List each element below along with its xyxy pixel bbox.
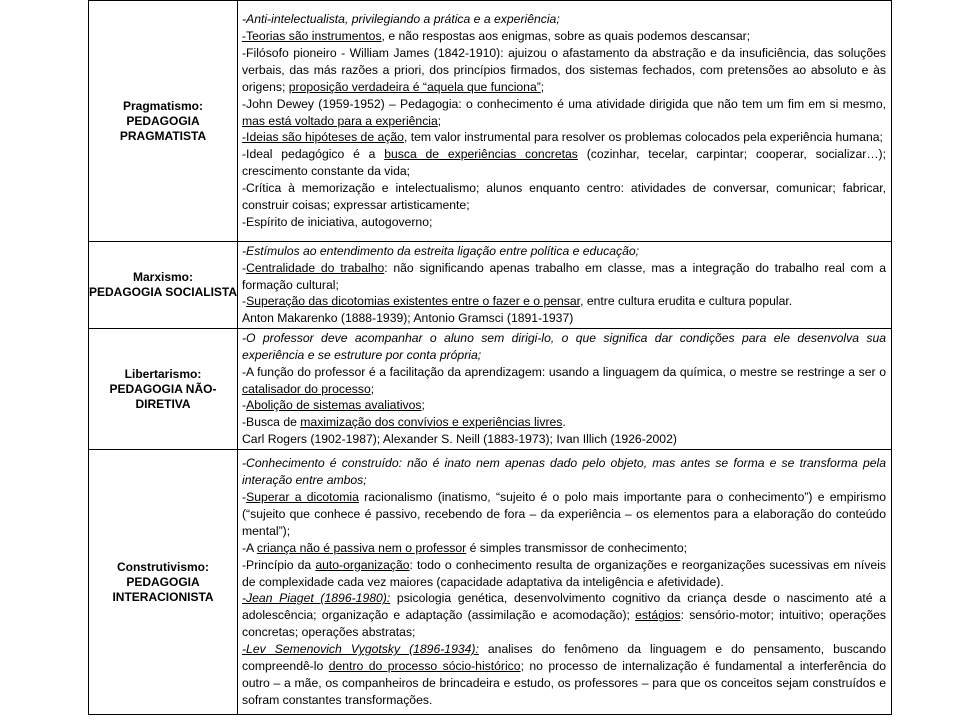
text-segment: : sensório-motor; intuitivo; operações concretas; operações abstratas; xyxy=(242,608,886,640)
content-line: -Conhecimento é construído: não é inato nem apenas dado pelo objeto, mas antes se forma e se transforma pela interação entre ambos; xyxy=(242,456,886,488)
underlined-text: Centralidade do trabalho xyxy=(246,260,385,275)
content-line xyxy=(242,129,886,146)
text-segment: -Busca de xyxy=(242,415,301,430)
underlined-text: Superar a dicotomia xyxy=(246,490,359,505)
text-segment: : não significando apenas trabalho em classe, mas a integração do trabalho real com a formação cultural; xyxy=(242,260,886,292)
text-segment: - xyxy=(242,260,247,275)
text-segment: (cozinhar, tecelar, carpintar; cooperar, socializar…); crescimento constante da vida; xyxy=(242,147,886,179)
text-segment: analises do fenômeno da linguagem e do pensamento, buscando compreendê-lo xyxy=(242,642,886,674)
underlined-text: proposição verdadeira é “aquela que funciona” xyxy=(288,79,541,94)
row-label-marxismo xyxy=(89,242,238,329)
row-content-marxismo xyxy=(238,242,892,329)
content-line: Anton Makarenko (1888-1939); Antonio Gramsci (1891-1937) xyxy=(242,311,574,326)
label-line: PEDAGOGIA NÃO- xyxy=(109,381,217,396)
row-label-construtivismo xyxy=(89,450,238,715)
text-segment: - xyxy=(242,398,247,413)
pedagogy-table-container xyxy=(88,0,886,716)
content-line xyxy=(242,364,886,398)
content-line xyxy=(242,540,886,557)
text-segment: -Filósofo pioneiro - William James (1842-1910): ajuizou o afastamento da abstração e da insuficiência, das soluções verbais, das más razões a priori, dos princípios firmados, dos sistemas fechados, com pretensões ao absoluto e às origens; xyxy=(242,45,886,94)
content-line: -Crítica à memorização e intelectualismo; alunos enquanto centro: atividades de conversar, comunicar; fabricar, construir coisas; expressar artisticamente; xyxy=(242,181,886,213)
label-line: Pragmatismo: xyxy=(122,98,204,113)
text-segment: ; no processo de internalização é fundamental a interferência do outro – a mãe, os companheiros de brincadeira e estudo, os professores – para que os conceitos sejam construídos e sofram constantes transformações. xyxy=(242,659,886,707)
row-content-pragmatismo xyxy=(238,1,892,242)
content-line xyxy=(242,28,886,45)
text-segment: -A função do professor é a facilitação da aprendizagem: usando a linguagem da química, o mestre se restringe a ser o xyxy=(242,364,886,379)
underlined-text: -Lev Semenovich Vygotsky (1896-1934): xyxy=(242,642,479,657)
underlined-text: -Teorias são instrumentos xyxy=(242,29,382,44)
underlined-text: catalisador do processo xyxy=(242,381,371,396)
underlined-text: -Ideias são hipóteses de ação xyxy=(242,130,404,145)
content-line xyxy=(242,641,886,709)
text-segment: - xyxy=(242,490,247,505)
text-segment: racionalismo (inatismo, “sujeito é o polo mais importante para o conhecimento”) e empirismo (“sujeito que conhece é passivo, recebendo de fora – da experiência – os elementos para a elaboração do conteúdo mental”); xyxy=(242,490,886,538)
text-segment: , e não respostas aos enigmas, sobre as quais podemos descansar; xyxy=(381,29,751,44)
underlined-text: maximização dos convívios e experiências livres xyxy=(300,415,563,430)
text-segment: -Ideal pedagógico é a xyxy=(242,147,385,162)
underlined-text: busca de experiências concretas xyxy=(384,147,578,162)
text-segment: , entre cultura erudita e cultura popular. xyxy=(580,294,793,309)
label-line: PEDAGOGIA xyxy=(126,113,200,128)
content-line xyxy=(242,260,886,294)
content-line xyxy=(242,146,886,180)
text-segment: . xyxy=(562,415,566,430)
text-segment: , tem valor instrumental para resolver os problemas colocados pela experiência humana; xyxy=(403,130,883,145)
underlined-text: criança não é passiva nem o professor xyxy=(256,540,467,555)
content-line: Carl Rogers (1902-1987); Alexander S. Neill (1883-1973); Ivan Illich (1926-2002) xyxy=(242,432,677,447)
underlined-text: dentro do processo sócio-histórico xyxy=(328,659,521,674)
content-line: -Anti-intelectualista, privilegiando a prática e a experiência; xyxy=(242,12,560,27)
content-line xyxy=(242,414,886,431)
row-content-construtivismo xyxy=(238,450,892,715)
content-line xyxy=(242,590,886,641)
label-line: Libertarismo: xyxy=(124,366,202,381)
text-segment: -A xyxy=(242,540,257,555)
underlined-text: auto-organização xyxy=(315,557,410,572)
content-line: -O professor deve acompanhar o aluno sem dirigi-lo, o que significa dar condições para ele desenvolva sua experiência e se estruture por conta própria; xyxy=(242,330,886,362)
underlined-text: Abolição de sistemas avaliativos xyxy=(246,398,422,413)
label-line: INTERACIONISTA xyxy=(112,589,214,604)
label-line: Construtivismo: xyxy=(116,559,209,574)
label-line: PRAGMATISTA xyxy=(119,128,207,143)
content-line xyxy=(242,45,886,96)
text-segment: - xyxy=(242,294,247,309)
underlined-text: -Jean Piaget (1896-1980): xyxy=(242,591,391,606)
table-row-marxismo xyxy=(89,242,892,329)
text-segment: é simples transmissor de conhecimento; xyxy=(466,540,688,555)
text-segment: -John Dewey (1959-1952) – Pedagogia: o conhecimento é uma atividade dirigida que não tem um fim em si mesmo, xyxy=(242,96,886,111)
text-segment: ; xyxy=(421,398,425,413)
text-segment: ; xyxy=(437,113,442,128)
text-segment: : todo o conhecimento resulta de organizações e reorganizações sucessivas em níveis de complexidade cada vez maiores (capacidade adaptativa da inteligência e afetividade). xyxy=(242,557,886,589)
table-row-libertarismo xyxy=(89,329,892,450)
content-line: -Espírito de iniciativa, autogoverno; xyxy=(242,214,433,229)
text-segment: ; xyxy=(370,381,375,396)
label-line: PEDAGOGIA SOCIALISTA xyxy=(89,285,238,299)
label-line: DIRETIVA xyxy=(135,396,191,411)
content-line xyxy=(242,557,886,591)
label-line: Marxismo: xyxy=(132,270,194,284)
content-line xyxy=(242,397,886,414)
label-line: PEDAGOGIA xyxy=(126,574,200,589)
row-label-pragmatismo xyxy=(89,1,238,242)
underlined-text: estágios xyxy=(635,608,681,623)
content-line: -Estímulos ao entendimento da estreita ligação entre política e educação; xyxy=(242,243,640,258)
row-label-libertarismo xyxy=(89,329,238,450)
text-segment: psicologia genética, desenvolvimento cognitivo da criança desde o nascimento até a adolescência; organização e adaptação (assimilação e acomodação); xyxy=(242,591,886,623)
text-segment: -Princípio da xyxy=(242,557,316,572)
row-content-libertarismo xyxy=(238,329,892,450)
underlined-text: Superação das dicotomias existentes entre o fazer e o pensar xyxy=(246,294,581,309)
content-line xyxy=(242,489,886,540)
table-row-construtivismo xyxy=(89,450,892,715)
table-row-pragmatismo xyxy=(89,1,892,242)
content-line xyxy=(242,96,886,130)
content-line xyxy=(242,293,886,310)
pedagogy-table xyxy=(88,0,892,715)
underlined-text: mas está voltado para a experiência xyxy=(242,113,438,128)
text-segment: ; xyxy=(540,79,545,94)
